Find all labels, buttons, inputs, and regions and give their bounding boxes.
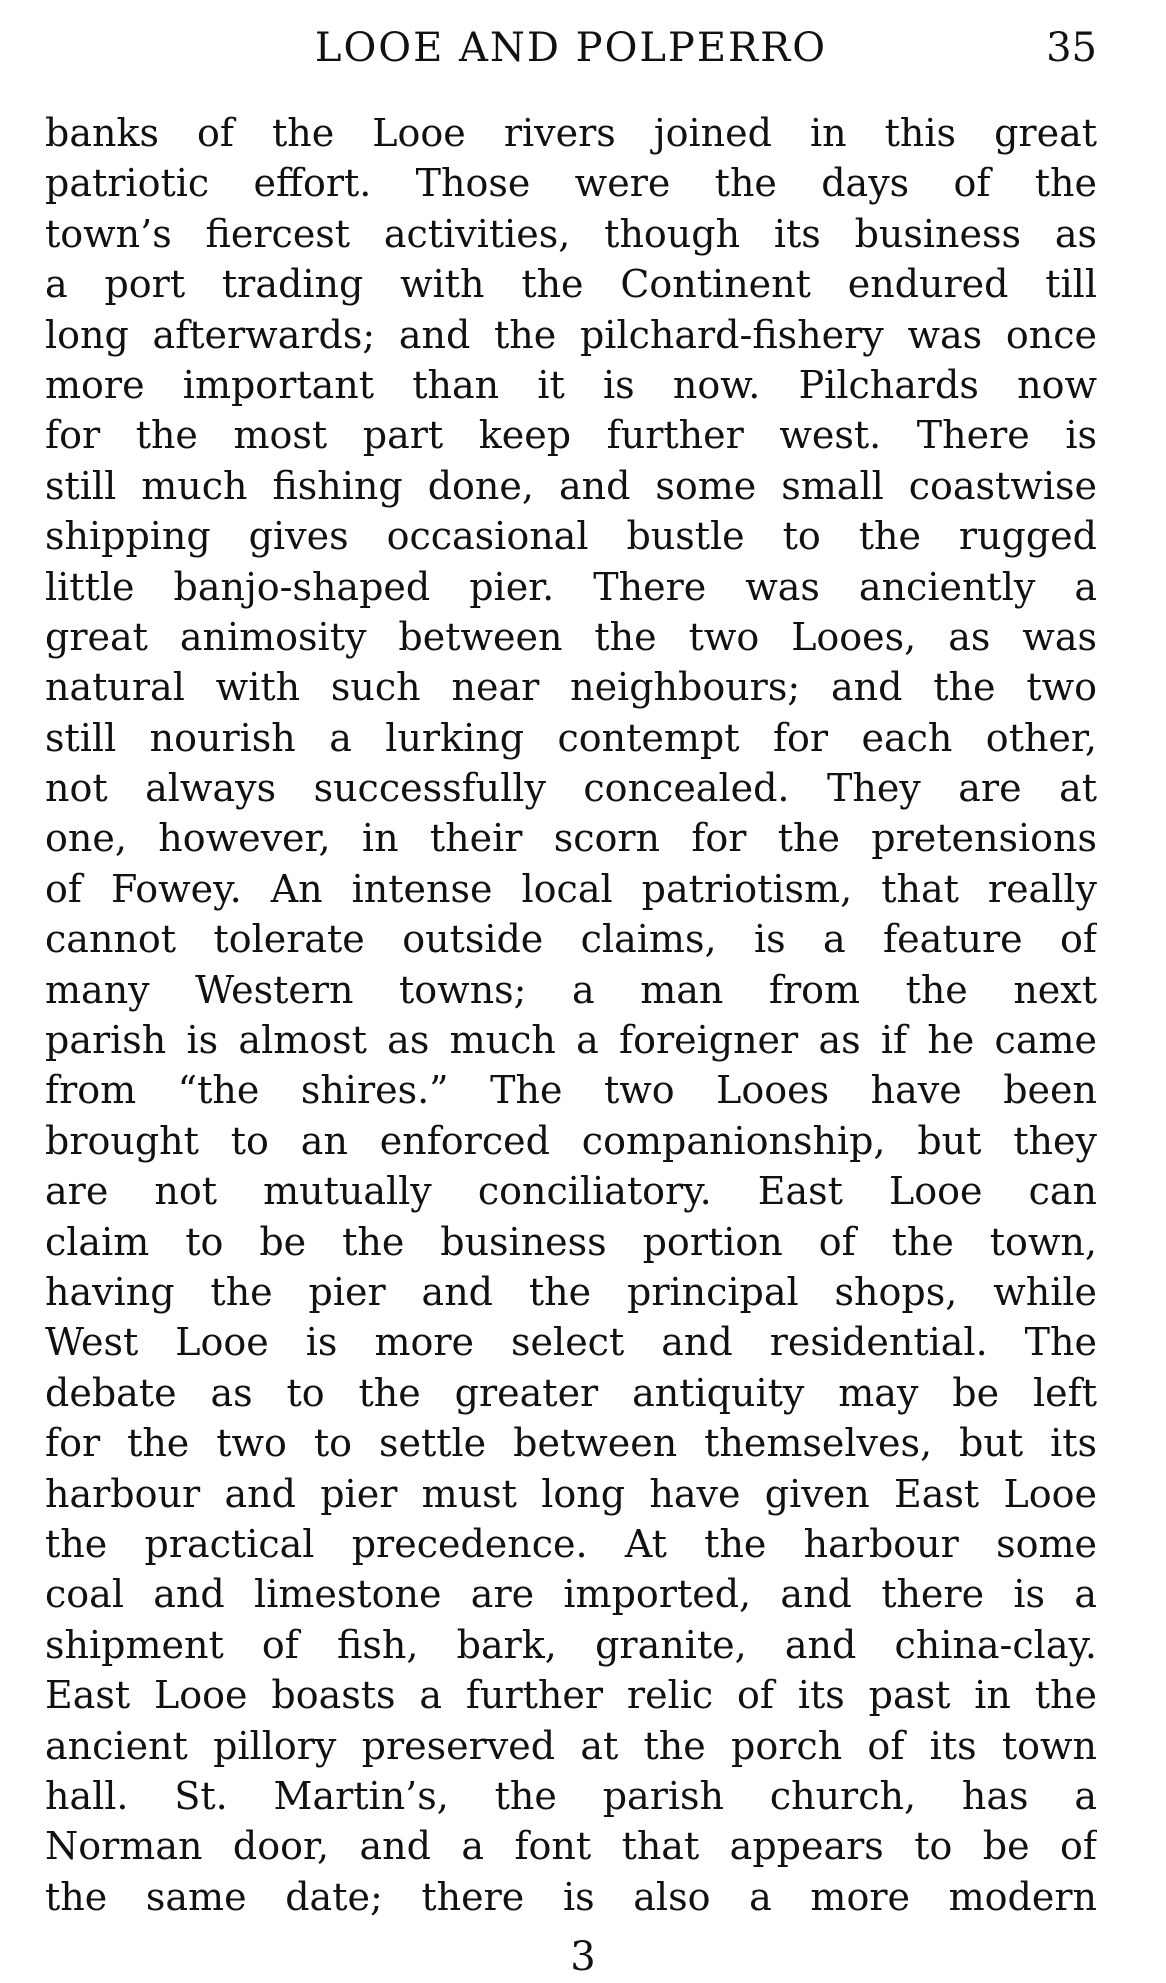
text-line: having the pier and the principal shops, while bbox=[45, 1269, 1097, 1314]
text-line: patriotic effort. Those were the days of the bbox=[45, 161, 1097, 206]
running-head bbox=[45, 18, 1097, 78]
text-line: cannot tolerate outside claims, is a feature of bbox=[45, 917, 1097, 962]
text-line: many Western towns; a man from the next bbox=[45, 967, 1097, 1012]
text-line: hall. St. Martin’s, the parish church, has a bbox=[45, 1773, 1097, 1818]
text-line: coal and limestone are imported, and there is a bbox=[45, 1572, 1097, 1617]
text-line: one, however, in their scorn for the pretensions bbox=[45, 816, 1097, 861]
body-text bbox=[45, 108, 1097, 1922]
text-line: parish is almost as much a foreigner as if he came bbox=[45, 1018, 1097, 1063]
text-line: for the most part keep further west. There is bbox=[45, 413, 1097, 458]
text-line: town’s fiercest activities, though its business as bbox=[45, 211, 1097, 256]
text-line: harbour and pier must long have given East Looe bbox=[45, 1471, 1097, 1516]
text-line: long afterwards; and the pilchard-fishery was once bbox=[45, 312, 1097, 357]
text-line: claim to be the business portion of the town, bbox=[45, 1219, 1097, 1264]
text-line: still nourish a lurking contempt for each other, bbox=[45, 715, 1097, 760]
text-line: brought to an enforced companionship, but they bbox=[45, 1118, 1097, 1163]
text-line: the same date; there is also a more modern bbox=[45, 1874, 1097, 1919]
text-line: a port trading with the Continent endured till bbox=[45, 262, 1097, 307]
text-line: of Fowey. An intense local patriotism, that really bbox=[45, 866, 1097, 911]
text-line: debate as to the greater antiquity may be left bbox=[45, 1370, 1097, 1415]
running-title: LOOE AND POLPERRO bbox=[314, 25, 828, 71]
text-line: East Looe boasts a further relic of its past in the bbox=[45, 1673, 1097, 1718]
signature-mark: 3 bbox=[570, 1934, 596, 1980]
text-line: for the two to settle between themselves, but its bbox=[45, 1421, 1097, 1466]
text-line: not always successfully concealed. They are at bbox=[45, 766, 1097, 811]
text-line: natural with such near neighbours; and the two bbox=[45, 665, 1097, 710]
text-line: from “the shires.” The two Looes have been bbox=[45, 1068, 1097, 1113]
text-line: ancient pillory preserved at the porch of its town bbox=[45, 1723, 1097, 1768]
page-number: 35 bbox=[1046, 25, 1097, 71]
text-line: the practical precedence. At the harbour some bbox=[45, 1521, 1097, 1566]
text-line: are not mutually conciliatory. East Looe can bbox=[45, 1169, 1097, 1214]
text-line: shipment of fish, bark, granite, and china-clay. bbox=[45, 1622, 1097, 1667]
text-line: great animosity between the two Looes, as was bbox=[45, 614, 1097, 659]
text-line: banks of the Looe rivers joined in this great bbox=[45, 111, 1097, 155]
text-line: more important than it is now. Pilchards now bbox=[45, 362, 1097, 407]
text-line: West Looe is more select and residential. The bbox=[45, 1320, 1097, 1365]
text-line: still much fishing done, and some small coastwise bbox=[45, 463, 1097, 508]
text-line: little banjo-shaped pier. There was anciently a bbox=[45, 564, 1097, 609]
text-line: shipping gives occasional bustle to the rugged bbox=[45, 514, 1097, 559]
text-line: Norman door, and a font that appears to be of bbox=[45, 1824, 1097, 1869]
